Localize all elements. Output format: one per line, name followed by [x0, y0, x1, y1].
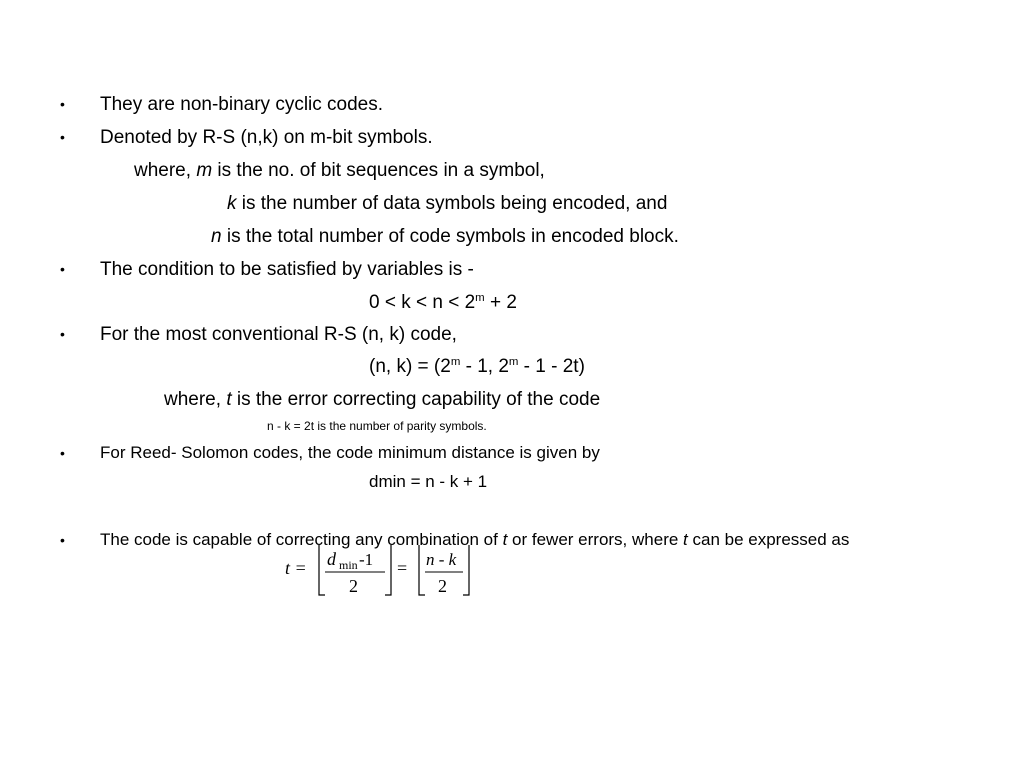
definition-prefix: where,: [164, 389, 227, 410]
numerator-minus-one: -1: [359, 550, 374, 569]
capable-pre: The code is capable of correcting any combination of: [100, 530, 503, 549]
floor-bracket-left: [319, 545, 325, 595]
params-pre: (n, k) = (2: [369, 356, 451, 377]
params-mid: - 1, 2: [460, 356, 509, 377]
definition-text: is the no. of bit sequences in a symbol,: [212, 160, 545, 181]
params-sup1: m: [450, 356, 461, 369]
dmin-formula: dmin = n - k + 1: [369, 472, 488, 491]
floor-bracket-right: [385, 545, 391, 595]
definition-m: [134, 161, 545, 180]
definition-text: is the total number of code symbols in encoded block.: [221, 226, 679, 247]
bullet-text-capable: [100, 531, 849, 548]
capable-mid: or fewer errors, where: [507, 530, 684, 549]
numerator-n-minus-k: n - k: [426, 550, 457, 569]
params-post: - 1 - 2t): [518, 356, 585, 377]
definition-k: [227, 194, 667, 213]
numerator-d: d: [327, 549, 336, 569]
bullet-text-nonbinary: They are non-binary cyclic codes.: [100, 94, 384, 115]
variable-t: t: [683, 530, 688, 549]
condition-formula: [369, 293, 517, 312]
formula-lhs: t =: [285, 558, 307, 578]
definition-t: [164, 390, 600, 409]
numerator-min: min: [339, 558, 358, 572]
floor-bracket-left: [419, 545, 425, 595]
variable-k: k: [227, 193, 237, 214]
t-formula-graphic: [283, 541, 473, 599]
bullet-marker: •: [60, 129, 65, 145]
bullet-text-reed-solomon: For Reed- Solomon codes, the code minimum distance is given by: [100, 443, 600, 462]
definition-n: [211, 227, 679, 246]
variable-n: n: [211, 226, 222, 247]
bullet-marker: •: [60, 326, 65, 342]
formula-equals: =: [397, 558, 408, 578]
capable-post: can be expressed as: [687, 530, 850, 549]
variable-t: t: [226, 389, 232, 410]
condition-pre: 0 < k < n < 2: [369, 292, 476, 313]
floor-bracket-right: [463, 545, 469, 595]
params-sup2: m: [508, 356, 519, 369]
bullet-text-conventional: For the most conventional R-S (n, k) code,: [100, 324, 457, 345]
condition-sup: m: [475, 292, 485, 305]
definition-text: is the error correcting capability of the code: [231, 389, 601, 410]
code-params-formula: [369, 357, 585, 376]
variable-t: t: [502, 530, 508, 549]
bullet-text-condition: The condition to be satisfied by variables is -: [100, 259, 474, 280]
definition-text: is the number of data symbols being encoded, and: [236, 193, 668, 214]
definition-prefix: where,: [134, 160, 197, 181]
denominator-two: 2: [438, 576, 447, 596]
bullet-marker: •: [60, 532, 65, 548]
denominator-two: 2: [349, 576, 358, 596]
condition-post: + 2: [484, 292, 517, 313]
bullet-marker: •: [60, 445, 65, 461]
t-formula: [283, 541, 473, 599]
bullet-marker: •: [60, 261, 65, 277]
variable-m: m: [196, 160, 213, 181]
bullet-text-denoted: Denoted by R-S (n,k) on m-bit symbols.: [100, 127, 433, 148]
parity-note: n - k = 2t is the number of parity symbols.: [267, 419, 487, 433]
bullet-marker: •: [60, 96, 65, 112]
